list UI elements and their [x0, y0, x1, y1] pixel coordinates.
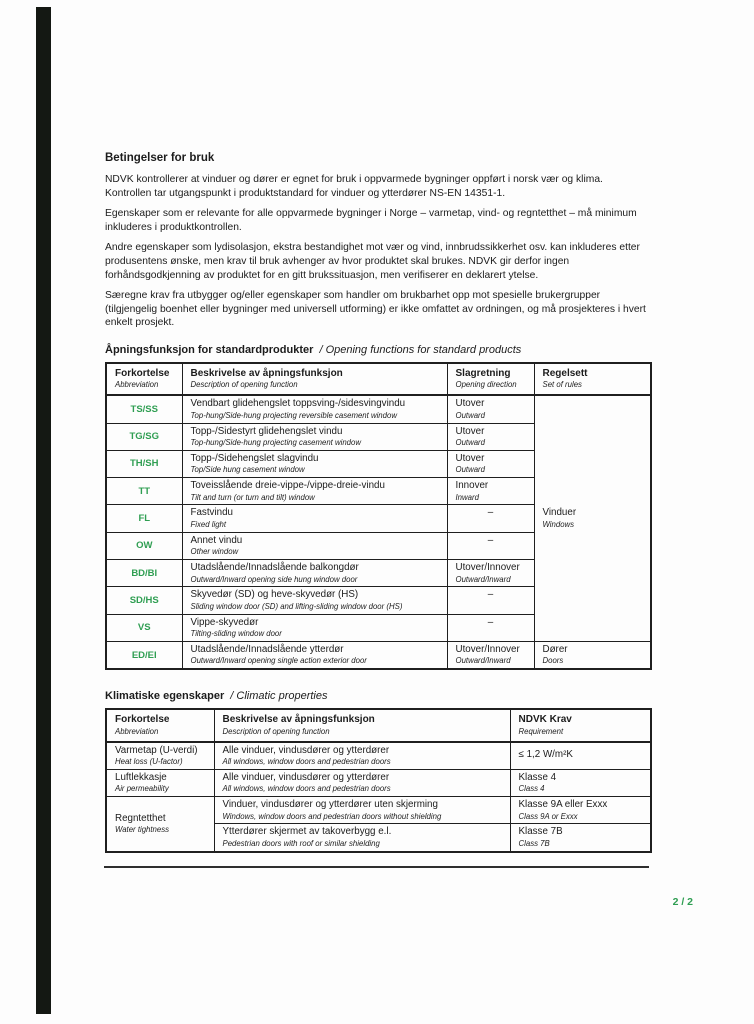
description-en: Other window [190, 547, 239, 557]
climatic-properties-table [105, 708, 652, 852]
requirement-no: Klasse 9A eller Exxx [518, 799, 608, 811]
direction-en: Outward [455, 438, 485, 448]
header-label: Slagretning [455, 367, 511, 379]
opening-table-title [105, 344, 650, 356]
header-sublabel: Description of opening function [222, 726, 330, 736]
description-en: Tilt and turn (or turn and tilt) window [190, 492, 315, 502]
direction-cell [447, 532, 534, 559]
description-cell [182, 560, 447, 587]
direction-no: Utover [455, 398, 485, 410]
direction-cell [447, 641, 534, 669]
description-no: Fastvindu [190, 507, 233, 519]
description-en: Tilting-sliding window door [190, 629, 282, 639]
table-row [106, 742, 651, 770]
property-en: Heat loss (U-factor) [115, 757, 183, 766]
description-no: Toveisslående dreie-vippe-/vippe-dreie-vindu [190, 480, 385, 492]
header-abbreviation [106, 709, 214, 741]
ruleset-en: Doors [542, 656, 564, 666]
ruleset-no: Vinduer [542, 507, 577, 519]
direction-cell [447, 450, 534, 477]
ruleset-en: Windows [542, 519, 575, 529]
header-sublabel: Abbreviation [115, 380, 159, 390]
header-ruleset [534, 363, 651, 395]
table-header-row [106, 363, 651, 395]
description-en: Sliding window door (SD) and lifting-sliding window door (HS) [190, 601, 403, 611]
description-no: Vendbart glidehengslet toppsving-/sidesvingvindu [190, 398, 406, 410]
abbreviation-cell: TT [106, 478, 182, 505]
abbreviation-cell: TG/SG [106, 423, 182, 450]
direction-cell [447, 587, 534, 614]
header-description [182, 363, 447, 395]
direction-no: – [487, 507, 494, 519]
header-sublabel: Requirement [518, 726, 564, 736]
header-label: Forkortelse [115, 714, 170, 726]
property-en: Air permeability [115, 784, 169, 794]
direction-no: Innover [455, 480, 489, 492]
requirement-cell [510, 797, 651, 824]
requirement-en: Class 4 [518, 784, 545, 794]
header-label: Beskrivelse av åpningsfunksjon [190, 367, 343, 379]
direction-no: Utover/Innover [455, 643, 520, 655]
property-no: Luftlekkasje [115, 771, 167, 783]
direction-no: Utover [455, 452, 485, 464]
description-no: Topp-/Sidestyrt glidehengslet vindu [190, 425, 343, 437]
requirement-no: Klasse 7B [518, 826, 563, 838]
climatic-table-title [105, 690, 650, 702]
table-row [106, 769, 651, 796]
description-no: Alle vinduer, vindusdører og ytterdører [222, 744, 390, 756]
description-cell [182, 532, 447, 559]
description-cell [214, 797, 510, 824]
header-label: Beskrivelse av åpningsfunksjon [222, 714, 375, 726]
header-requirement [510, 709, 651, 741]
direction-no: – [487, 616, 494, 628]
header-sublabel: Abbreviation [115, 726, 159, 736]
direction-en: Outward/Inward [455, 656, 511, 666]
description-no: Skyvedør (SD) og heve-skyvedør (HS) [190, 589, 359, 601]
direction-cell [447, 505, 534, 532]
footer-divider [104, 866, 649, 868]
header-sublabel: Set of rules [542, 380, 582, 390]
scan-edge-artifact [36, 7, 51, 1014]
description-en: Top/Side hung casement window [190, 465, 305, 475]
direction-no: – [487, 534, 494, 546]
description-no: Alle vinduer, vindusdører og ytterdører [222, 771, 390, 783]
opening-table-title-en: / Opening functions for standard products [319, 343, 522, 356]
description-no: Annet vindu [190, 534, 243, 546]
property-cell [106, 742, 214, 770]
header-label: Regelsett [542, 367, 588, 379]
requirement-en: Class 7B [518, 838, 550, 848]
property-cell-raintightness [106, 797, 214, 852]
direction-cell [447, 478, 534, 505]
direction-cell [447, 560, 534, 587]
description-no: Vinduer, vindusdører og ytterdører uten skjerming [222, 799, 438, 811]
table-row [106, 797, 651, 824]
requirement-no: ≤ 1,2 W/m²K [518, 749, 573, 761]
description-en: Windows, window doors and pedestrian doors without shielding [222, 811, 442, 821]
opening-table-title-no: Åpningsfunksjon for standardprodukter [105, 343, 314, 356]
header-sublabel: Opening direction [455, 380, 517, 390]
description-cell [214, 742, 510, 770]
description-en: Pedestrian doors with roof or similar shielding [222, 838, 380, 848]
property-no: Regntetthet [115, 812, 166, 824]
property-cell [106, 769, 214, 796]
abbreviation-cell: ED/EI [106, 641, 182, 669]
header-direction [447, 363, 534, 395]
abbreviation-cell: BD/BI [106, 560, 182, 587]
paragraph: Andre egenskaper som lydisolasjon, ekstra bestandighet mot vær og vind, innbrudssikkerhet osv. kan inkluderes etter produsentens ønske, men krav til bruk avhenger av hvor produktet skal brukes. NDVK gir derfor ingen forhåndsgodkjenning av produktet for en gitt brukssituasjon, men verifiserer en deklarert ytelse. [105, 242, 640, 281]
description-cell [182, 478, 447, 505]
requirement-cell [510, 742, 651, 770]
direction-cell [447, 614, 534, 641]
property-no: Varmetap (U-verdi) [115, 744, 198, 756]
header-description [214, 709, 510, 741]
description-en: All windows, window doors and pedestrian doors [222, 757, 391, 766]
climatic-table-title-no: Klimatiske egenskaper [105, 690, 225, 703]
direction-en: Outward/Inward [455, 574, 511, 584]
abbreviation-cell: FL [106, 505, 182, 532]
direction-no: Utover/Innover [455, 562, 520, 574]
paragraph: Særegne krav fra utbygger og/eller egenskaper som handler om brukbarhet opp mot spesielle brukergrupper (tilgjengelig boenhet eller bygninger med universell utforming) er ikke omfattet av ordningen, og må prosjekteres i hvert enkelt prosjekt. [105, 290, 646, 329]
description-cell [182, 641, 447, 669]
description-cell [182, 587, 447, 614]
description-cell [214, 769, 510, 796]
abbreviation-cell: TS/SS [106, 395, 182, 423]
ruleset-cell-doors [534, 641, 651, 669]
description-no: Utadslående/Innadslående ytterdør [190, 643, 344, 655]
direction-no: – [487, 589, 494, 601]
description-cell [182, 395, 447, 423]
direction-cell [447, 423, 534, 450]
direction-no: Utover [455, 425, 485, 437]
description-cell [182, 614, 447, 641]
paragraph: NDVK kontrollerer at vinduer og dører er egnet for bruk i oppvarmede bygninger oppført i norsk vær og klima. Kontrollen tar utgangspunkt i produktstandard for vinduer og ytterdører NS-EN 14351-1. [105, 174, 603, 199]
direction-en: Inward [455, 492, 479, 502]
description-cell [214, 824, 510, 852]
description-en: Outward/Inward opening side hung window door [190, 574, 358, 584]
description-en: Top-hung/Side-hung projecting reversible casement window [190, 410, 397, 420]
header-label: NDVK Krav [518, 714, 572, 726]
paragraph: Egenskaper som er relevante for alle oppvarmede bygninger i Norge – varmetap, vind- og regntetthet – må minimum inkluderes i produktkontrollen. [105, 208, 637, 233]
description-cell [182, 450, 447, 477]
requirement-no: Klasse 4 [518, 771, 557, 783]
description-no: Utadslående/Innadslående balkongdør [190, 562, 359, 574]
description-en: Outward/Inward opening single action exterior door [190, 656, 367, 666]
opening-functions-table [105, 362, 652, 670]
description-cell [182, 505, 447, 532]
description-en: Top-hung/Side-hung projecting casement window [190, 438, 361, 448]
table-row [106, 641, 651, 669]
abbreviation-cell: SD/HS [106, 587, 182, 614]
header-sublabel: Description of opening function [190, 380, 298, 390]
description-cell [182, 423, 447, 450]
document-content [105, 152, 650, 853]
page-number: 2 / 2 [672, 896, 693, 908]
header-label: Forkortelse [115, 367, 170, 379]
description-en: Fixed light [190, 519, 227, 529]
direction-cell [447, 395, 534, 423]
header-abbreviation [106, 363, 182, 395]
description-no: Ytterdører skjermet av takoverbygg e.l. [222, 826, 392, 838]
description-no: Topp-/Sidehengslet slagvindu [190, 452, 319, 464]
requirement-cell [510, 769, 651, 796]
description-en: All windows, window doors and pedestrian doors [222, 784, 391, 794]
abbreviation-cell: TH/SH [106, 450, 182, 477]
table-header-row [106, 709, 651, 741]
direction-en: Outward [455, 410, 485, 420]
description-no: Vippe-skyvedør [190, 616, 259, 628]
property-en: Water tightness [115, 825, 170, 835]
ruleset-cell-windows [534, 395, 651, 641]
abbreviation-cell: OW [106, 532, 182, 559]
climatic-table-title-en: / Climatic properties [230, 690, 328, 703]
requirement-en: Class 9A or Exxx [518, 811, 578, 821]
abbreviation-cell: VS [106, 614, 182, 641]
requirement-cell [510, 824, 651, 852]
ruleset-no: Dører [542, 643, 568, 655]
direction-en: Outward [455, 465, 485, 475]
table-row [106, 395, 651, 423]
page-title: Betingelser for bruk [105, 152, 215, 164]
